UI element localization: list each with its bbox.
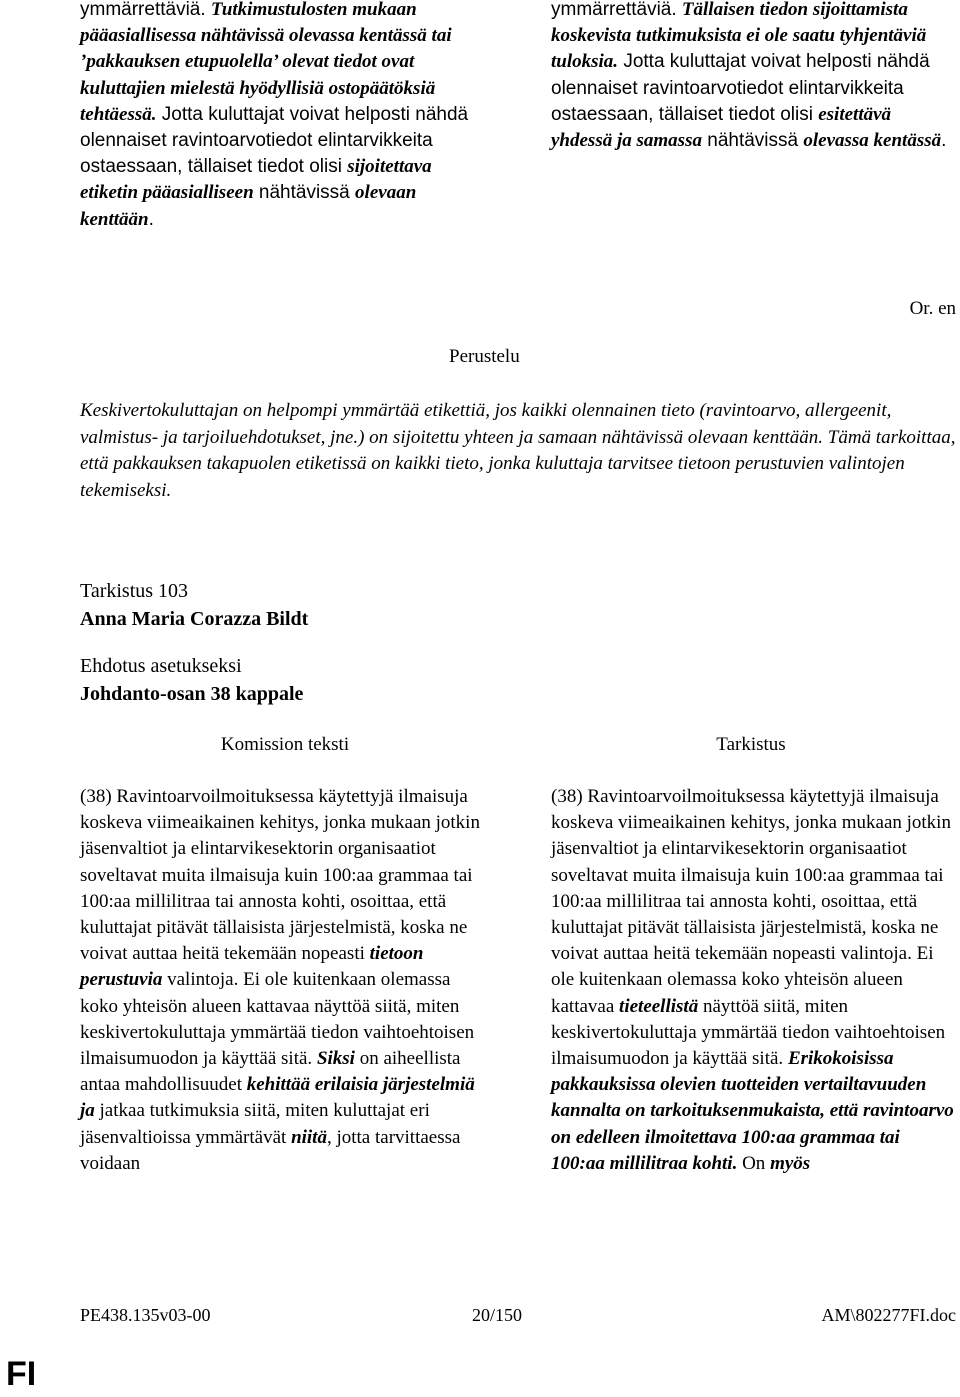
text-run: esitettävä yhdessä ja samassa [551,103,892,152]
text-run: Jotta kuluttajat voivat helposti nähdä olennaiset ravintoarvotiedot elintarvikkeita ostaessaan, tällaiset tiedot olisi [80,103,469,178]
text-run: myös [770,1152,811,1174]
commission-text-column [80,784,490,1177]
justification-title: Perustelu [449,346,520,367]
text-run: , jotta tarvittaessa voidaan [80,1126,461,1174]
text-run: Erikokoisissa pakkauksissa olevien tuotteiden vertailtavuuden kannalta on tarkoituksenmukaista, että ravintoarvo on edelleen ilmoitettava 100:aa grammaa tai 100:aa millilitraa kohti. [551,1048,954,1174]
text-run: Keskivertokuluttajan on helpompi ymmärtää etikettiä, jos kaikki olennainen tieto (ravintoarvo, allergeenit, valmistus- ja tarjoiluehdotukset, jne.) on sijoitettu yhteen ja samaan nähtävissä olevaan kenttään. Tämä tarkoittaa, että pakkauksen takapuolen etiketissä on kaikki tieto, jonka kuluttaja tarvitsee tietoon perustuvien valintojen tekemiseksi. [80,400,956,501]
text-run: (38) Ravintoarvoilmoituksessa käytettyjä ilmaisuja koskeva viimeaikainen kehitys, jonka mukaan jotkin jäsenvaltiot ja elintarvikesektorin organisaatiot soveltavat muita ilmaisuja kuin 100:aa grammaa tai 100:aa millilitraa tai annosta kohti, osoittaa, että kuluttajat pitävät tällaisista järjestelmistä, koska ne voivat auttaa heitä tekemään nopeasti valintoja. Ei ole kuitenkaan olemassa koko yhteisön alueen kattavaa [551,786,951,1017]
text-run: olevaan kenttään [80,182,417,230]
text-run: jatkaa tutkimuksia siitä, miten kuluttajat eri jäsenvaltioissa ymmärtävät [80,1100,430,1148]
text-run: nähtävissä [701,130,804,152]
footer-doc-ref: PE438.135v03-00 [80,1305,211,1325]
amendment-text-column [551,784,956,1177]
text-run: tieteellistä [619,995,699,1017]
text-run: Tällaisen tiedon sijoittamista koskevista tutkimuksista ei ole saatu tyhjentäviä tuloksia. [551,0,927,73]
text-run: . [148,208,154,230]
top-right-column [551,0,951,154]
commission-text-heading: Komission teksti [220,734,350,755]
text-run: valintoja. Ei ole kuitenkaan olemassa koko yhteisön alueen kattavaa näyttöä siitä, miten keskivertokuluttaja ymmärtää tiedon vaihtoehtoisen ilmaisumuodon ja käyttää sitä. [80,969,475,1070]
amendment-number: Tarkistus 103 [80,580,189,602]
original-language: Or. en [909,298,956,319]
text-run: nähtävissä [253,182,356,204]
footer-file-name: AM\802277FI.doc [821,1305,956,1325]
amendment-header [80,577,308,633]
amendment-target [80,652,303,708]
text-run: olevassa kentässä [803,130,942,152]
amendment-heading: Tarkistus [716,734,786,755]
proposal-title: Ehdotus asetukseksi [80,655,242,677]
amendment-author: Anna Maria Corazza Bildt [80,608,309,630]
recital-ref: Johdanto-osan 38 kappale [80,683,304,705]
text-run: ymmärrettäviä. [80,0,211,20]
text-run: Siksi [316,1048,355,1070]
text-run: Tutkimustulosten mukaan pääasiallisessa nähtävissä olevassa kentässä tai ’pakkauksen etupuolella’ olevat tiedot ovat kuluttajien mielestä hyödyllisiä ostopäätöksiä tehtäessä. [80,0,452,125]
text-run: On [737,1152,771,1174]
text-run: . [941,130,947,152]
justification-text [80,398,960,504]
text-run: kehittää erilaisia järjestelmiä ja [80,1074,475,1122]
text-run: näyttöä siitä, miten keskivertokuluttaja ymmärtää tiedon vaihtoehtoisen ilmaisumuodon ja käyttää sitä. [551,995,946,1070]
text-run: niitä [291,1126,327,1148]
text-run: sijoitettava etiketin pääasialliseen [80,156,432,204]
footer-page-number: 20/150 [472,1305,523,1325]
text-run: Jotta kuluttajat voivat helposti nähdä olennaiset ravintoarvotiedot elintarvikkeita ostaessaan, tällaiset tiedot olisi [551,51,930,125]
top-left-column [80,0,490,233]
text-run: ymmärrettäviä. [551,0,682,20]
language-code: FI [6,1355,37,1393]
text-run: tietoon perustuvia [80,943,424,991]
text-run: (38) Ravintoarvoilmoituksessa käytettyjä ilmaisuja koskeva viimeaikainen kehitys, jonka mukaan jotkin jäsenvaltiot ja elintarvikesektorin organisaatiot soveltavat muita ilmaisuja kuin 100:aa grammaa tai 100:aa millilitraa tai annosta kohti, osoittaa, että kuluttajat pitävät tällaisista järjestelmistä, koska ne voivat auttaa heitä tekemään nopeasti [80,786,480,965]
text-run: on aiheellista antaa mahdollisuudet [80,1048,461,1096]
